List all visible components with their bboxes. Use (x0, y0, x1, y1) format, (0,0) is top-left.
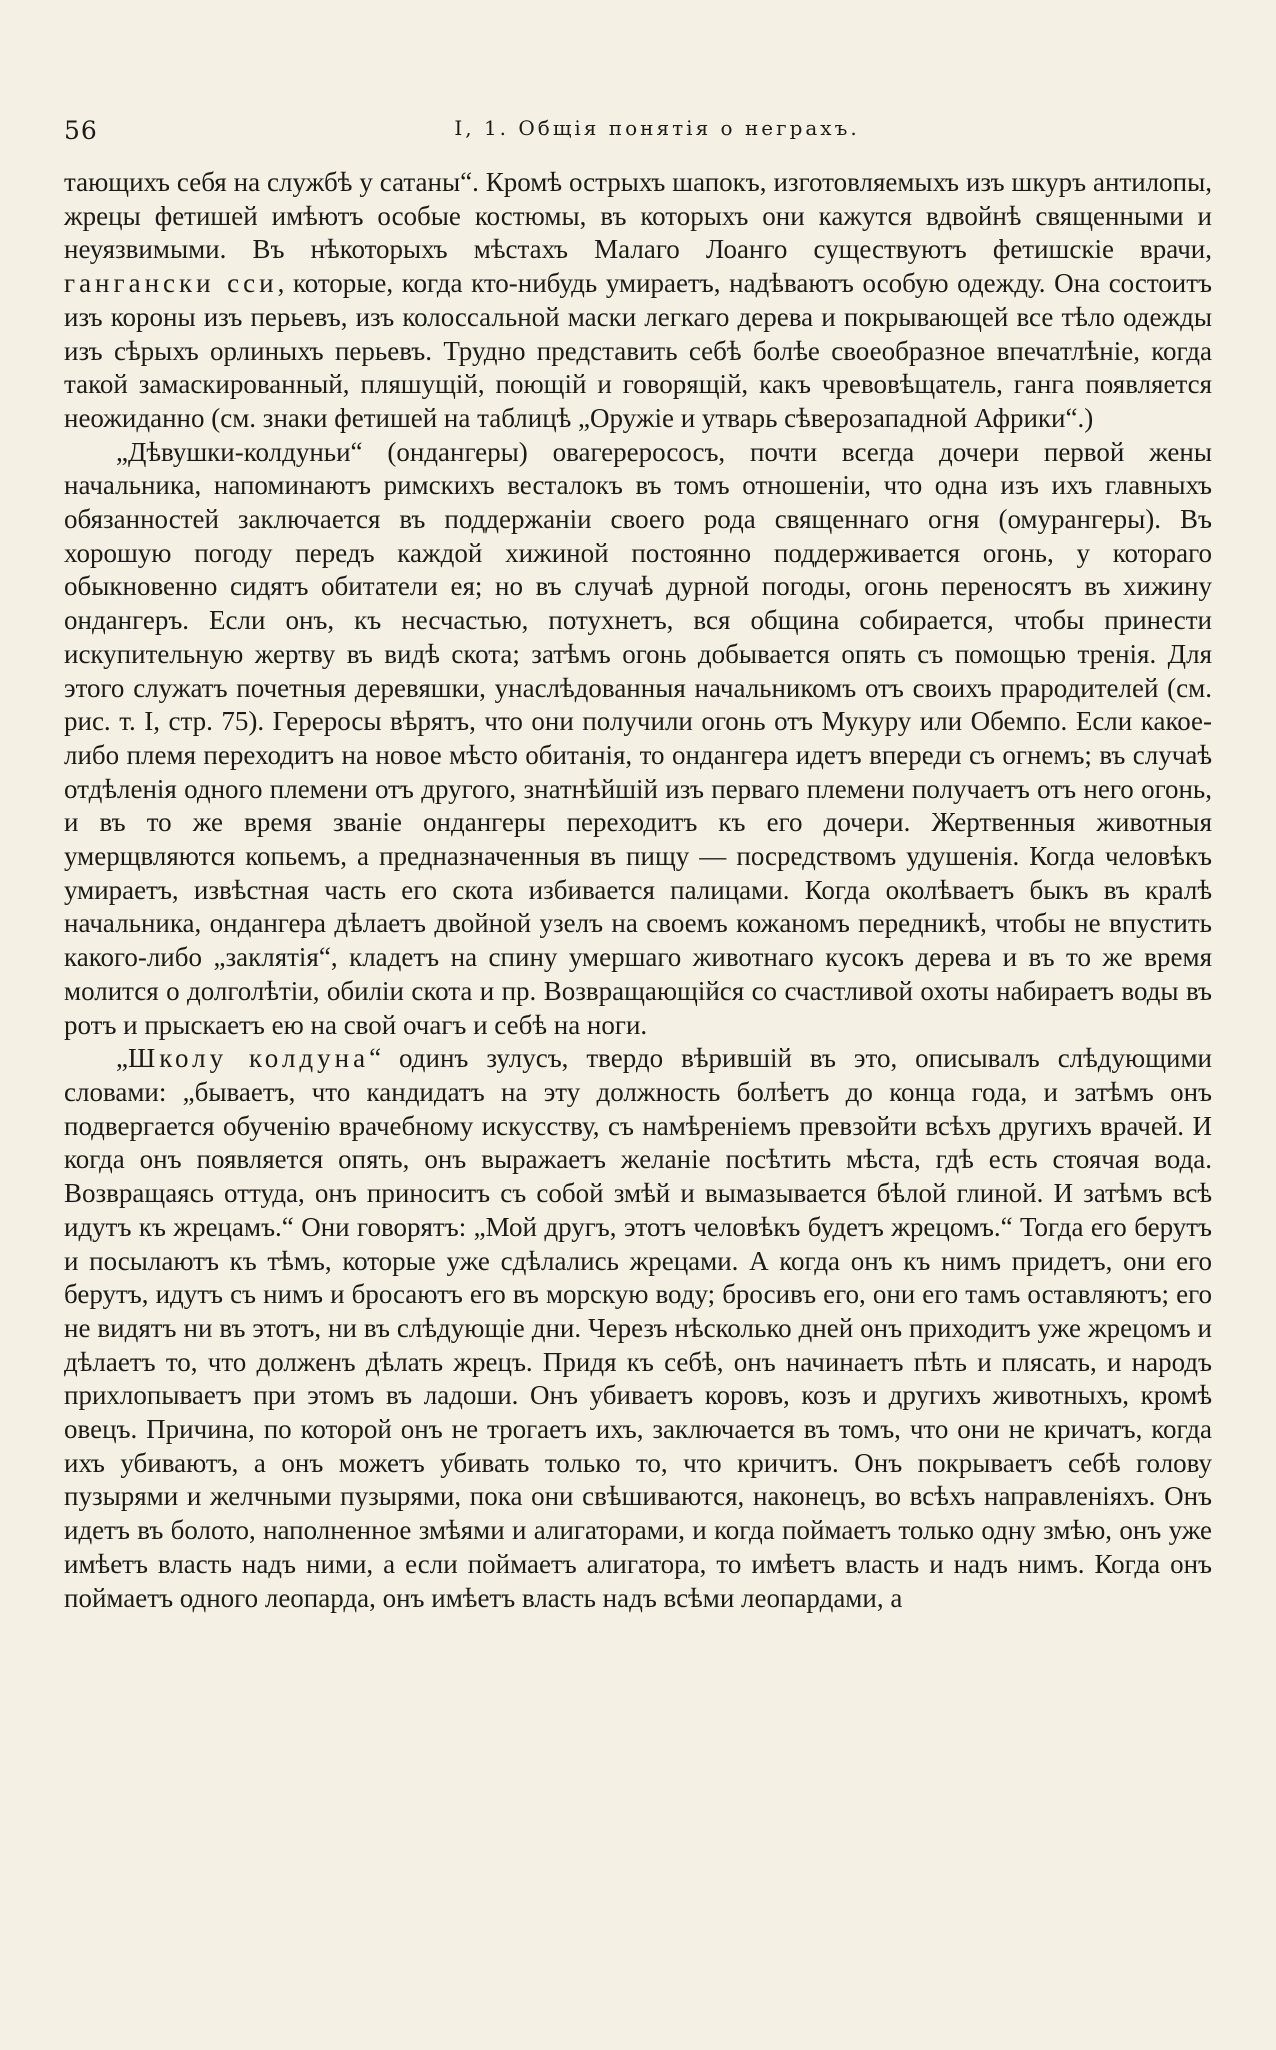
page-number: 56 (64, 116, 98, 145)
paragraph-text: , которые, когда кто-нибудь умираетъ, надѣваютъ особую одежду. Она состоитъ изъ короны изъ перьевъ, изъ колоссальной маски легкаго дерева и покрывающей все тѣло одежды изъ сѣрыхъ орлиныхъ перьевъ. Трудно представить себѣ болѣе своеобразное впечатлѣніе, когда такой замаскированный, пляшущій, поющій и говорящій, какъ чревовѣщатель, ганга появляется неожиданно (см. знаки фетишей на таблицѣ „Оружіе и утварь сѣверозападной Африки“.) (64, 268, 1212, 433)
paragraph-text: „Дѣвушки-колдуньи“ (ондангеры) овагерерососъ, почти всегда дочери первой жены начальника, напоминаютъ римскихъ весталокъ въ томъ отношеніи, что одна изъ ихъ главныхъ обязанностей заключается въ поддержаніи своего рода священнаго огня (омурангеры). Въ хорошую погоду передъ каждой хижиной постоянно поддерживается огонь, у котораго обыкновенно сидятъ обитатели ея; но въ случаѣ дурной погоды, огонь переносятъ въ хижину ондангеръ. Если онъ, къ несчастью, потухнетъ, вся община собирается, чтобы принести искупительную жертву въ видѣ скота; затѣмъ огонь добывается опять съ помощью тренія. Для этого служатъ почетныя деревяшки, унаслѣдованныя начальникомъ отъ своихъ прародителей (см. рис. т. I, стр. 75). Гереросы вѣрятъ, что они получили огонь отъ Мукуру или Обемпо. Если какое-либо племя переходитъ на новое мѣсто обитанія, то ондангера идетъ впереди съ огнемъ; въ случаѣ отдѣленія одного племени отъ другого, знатнѣйшій изъ перваго племени получаетъ отъ него огонь, и въ то же время званіе ондангеры переходитъ къ его дочери. Жертвенныя животныя умерщвляются копьемъ, а предназначенныя въ пищу — посредствомъ удушенія. Когда человѣкъ умираетъ, извѣстная часть его скота избивается палицами. Когда околѣваетъ быкъ въ кралѣ начальника, ондангера дѣлаетъ двойной узелъ на своемъ кожаномъ передникѣ, чтобы не впустить какого-либо „заклятія“, кладетъ на спину умершаго животнаго кусокъ дерева и въ то же время молится о долголѣтіи, обиліи скота и пр. Возвращающійся со счастливой охоты набираетъ воды въ ротъ и прыскаетъ ею на свой очагъ и себѣ на ноги. (64, 436, 1212, 1040)
running-head: I, 1. Общія понятія о неграхъ. (454, 116, 860, 140)
paragraph-text: „ (116, 1043, 128, 1074)
emphasized-term-sorcerer-school: Школу колдуна (127, 1043, 370, 1074)
emphasized-term-ganganksissi: гангански сси (64, 268, 278, 299)
paragraph-text: тающихъ себя на службѣ у сатаны“. Кромѣ острыхъ шапокъ, изготовляемыхъ изъ шкуръ антилопы, жрецы фетишей имѣютъ особые костюмы, въ которыхъ они кажутся вдвойнѣ священными и неуязвимыми. Въ нѣкоторыхъ мѣстахъ Малаго Лоанго существуютъ фетишскіе врачи, (64, 167, 1212, 265)
paragraph-sorceress-maidens (64, 436, 1212, 1043)
paragraph-fetish-costumes (64, 166, 1212, 436)
paragraph-sorcerer-school (64, 1042, 1212, 1615)
page-header (64, 112, 1250, 152)
body-text (64, 166, 1212, 1615)
paragraph-text: “ одинъ зулусъ, твердо вѣрившій въ это, описывалъ слѣдующими словами: „бываетъ, что кандидатъ на эту должность болѣетъ до конца года, и затѣмъ онъ подвергается обученію врачебному искусству, съ намѣреніемъ превзойти всѣхъ другихъ врачей. И когда онъ появляется опять, онъ выражаетъ желаніе посѣтить мѣста, гдѣ есть стоячая вода. Возвращаясь оттуда, онъ приноситъ съ собой змѣй и вымазывается бѣлой глиной. И затѣмъ всѣ идутъ къ жрецамъ.“ Они говорятъ: „Мой другъ, этотъ человѣкъ будетъ жрецомъ.“ Тогда его берутъ и посылаютъ къ тѣмъ, которые уже сдѣлались жрецами. А когда онъ къ нимъ придетъ, они его берутъ, идутъ съ нимъ и бросаютъ его въ морскую воду; бросивъ его, они его тамъ оставляютъ; его не видятъ ни въ этотъ, ни въ слѣдующіе дни. Черезъ нѣсколько дней онъ приходитъ уже жрецомъ и дѣлаетъ то, что долженъ дѣлать жрецъ. Придя къ себѣ, онъ начинаетъ пѣть и плясать, и народъ прихлопываетъ при этомъ въ ладоши. Онъ убиваетъ коровъ, козъ и другихъ животныхъ, кромѣ овецъ. Причина, по которой онъ не трогаетъ ихъ, заключается въ томъ, что они не кричатъ, когда ихъ убиваютъ, а онъ можетъ убивать только то, что кричитъ. Онъ покрываетъ себѣ голову пузырями и желчными пузырями, пока они свѣшиваются, наконецъ, во всѣхъ направленіяхъ. Онъ идетъ въ болото, наполненное змѣями и алигаторами, и когда поймаетъ только одну змѣю, онъ уже имѣетъ власть надъ ними, а если поймаетъ алигатора, то имѣетъ власть и надъ нимъ. Когда онъ поймаетъ одного леопарда, онъ имѣетъ власть надъ всѣми леопардами, а (64, 1043, 1212, 1613)
